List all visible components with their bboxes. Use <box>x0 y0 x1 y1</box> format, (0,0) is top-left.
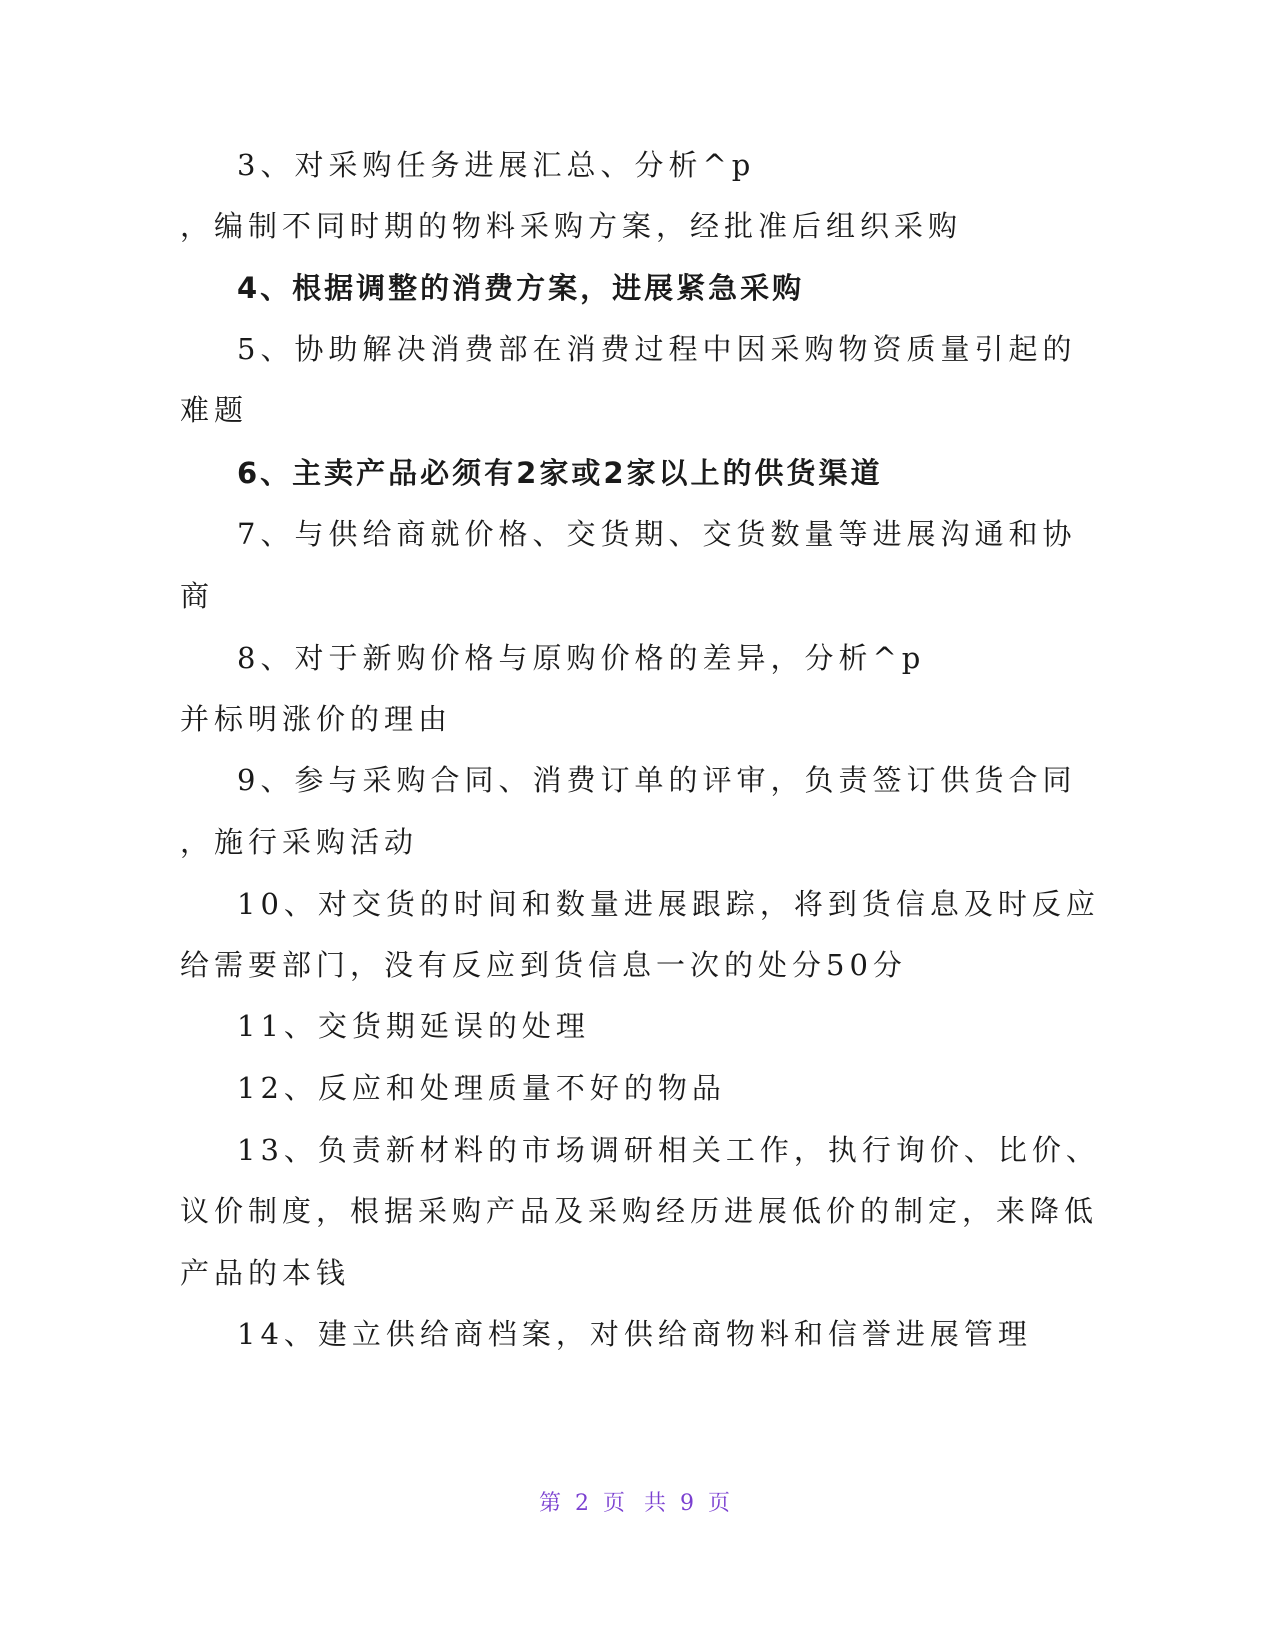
footer-page-number: 2 <box>575 1491 595 1516</box>
paragraph-line: 14、建立供给商档案，对供给商物料和信誉进展管理 <box>237 1317 1032 1351</box>
paragraph-line: 5、协助解决消费部在消费过程中因采购物资质量引起的 <box>237 332 1077 366</box>
paragraph-line: 8、对于新购价格与原购价格的差异，分析^p <box>237 641 926 675</box>
paragraph-line: 13、负责新材料的市场调研相关工作，执行询价、比价、 <box>237 1133 1100 1167</box>
paragraph-line: ，编制不同时期的物料采购方案，经批准后组织采购 <box>180 209 963 243</box>
paragraph-line: 9、参与采购合同、消费订单的评审，负责签订供货合同 <box>237 763 1077 797</box>
paragraph-line: 7、与供给商就价格、交货期、交货数量等进展沟通和协 <box>237 517 1077 551</box>
paragraph-line: 11、交货期延误的处理 <box>237 1009 590 1043</box>
paragraph-line: 10、对交货的时间和数量进展跟踪，将到货信息及时反应 <box>237 887 1100 921</box>
footer-prefix: 第 <box>538 1491 567 1516</box>
paragraph-line-bold: 4、根据调整的消费方案，进展紧急采购 <box>237 271 805 305</box>
paragraph-line: 商 <box>180 579 215 613</box>
paragraph-line: 产品的本钱 <box>180 1256 351 1290</box>
paragraph-line: ，施行采购活动 <box>180 825 419 859</box>
paragraph-line: 难题 <box>180 393 249 427</box>
footer-total-pages: 9 <box>680 1491 700 1516</box>
paragraph-line: 议价制度，根据采购产品及采购经历进展低价的制定，来降低 <box>180 1194 1099 1228</box>
footer-middle: 页 共 <box>603 1491 672 1516</box>
paragraph-line: 3、对采购任务进展汇总、分析^p <box>237 148 756 182</box>
paragraph-line: 12、反应和处理质量不好的物品 <box>237 1071 726 1105</box>
paragraph-line: 给需要部门，没有反应到货信息一次的处分50分 <box>180 948 907 982</box>
paragraph-line: 并标明涨价的理由 <box>180 702 453 736</box>
paragraph-line-bold: 6、主卖产品必须有2家或2家以上的供货渠道 <box>237 456 883 490</box>
footer-suffix: 页 <box>708 1491 737 1516</box>
page-footer <box>0 1486 1275 1517</box>
